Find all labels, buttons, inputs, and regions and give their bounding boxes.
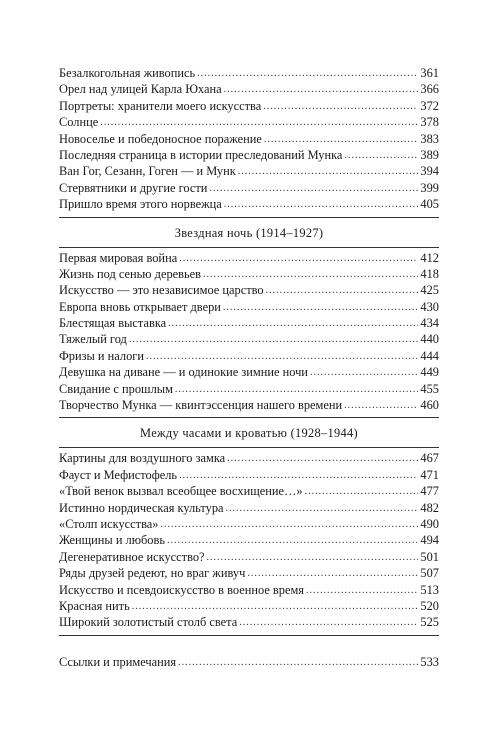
toc-entry [59, 364, 439, 380]
toc-entry-page: 399 [420, 180, 439, 195]
section-rule [59, 417, 439, 418]
toc-entry-page: 418 [420, 266, 439, 281]
toc-entry-title: Жизнь под сенью деревьев [59, 266, 202, 281]
toc-entry-page: 389 [420, 147, 439, 162]
section-heading: Между часами и кроватью (1928–1944) [140, 426, 358, 441]
toc-entry-page: 444 [420, 348, 439, 363]
toc-entry-page: 394 [420, 164, 439, 179]
toc-entry [59, 450, 439, 466]
leader-dots [227, 451, 418, 467]
toc-entry-page: 507 [420, 566, 439, 581]
toc-entry-title: Стервятники и другие гости [59, 180, 208, 195]
toc-entry [59, 315, 439, 331]
toc-entry [59, 282, 439, 298]
toc-entry-page: 430 [420, 299, 439, 314]
toc-entry [59, 180, 439, 196]
toc-entry-title: Безалкогольная живопись [59, 66, 196, 80]
toc-entry-page: 378 [420, 115, 439, 130]
leader-dots [132, 599, 419, 615]
toc-entry-title: Девушка на диване — и одинокие зимние ночи [59, 365, 308, 380]
toc-entry [59, 565, 439, 581]
toc-entry-page: 520 [420, 598, 439, 613]
leader-dots [203, 267, 418, 283]
toc-entry [59, 114, 439, 130]
toc-entry [59, 582, 439, 598]
toc-entry [59, 299, 439, 315]
leader-dots [238, 164, 419, 180]
section-rule [59, 217, 439, 218]
toc-entry-page: 455 [420, 381, 439, 396]
toc-entry-notes [59, 654, 439, 670]
toc-entry-title: Искусство — это независимое царство [59, 283, 264, 298]
toc-entry [59, 331, 439, 347]
toc-entry-title: Картины для воздушного замка [59, 451, 226, 466]
toc-entry [59, 500, 439, 516]
toc-entry [59, 614, 439, 630]
toc-entry-title: Блестящая выставка [59, 316, 167, 331]
toc-entry-title: Орел над улицей Карла Юхана [59, 82, 222, 97]
toc-entry-page: 460 [420, 398, 439, 413]
toc-entry [59, 65, 439, 81]
leader-dots [310, 365, 418, 381]
leader-dots [146, 349, 418, 365]
toc-entry-page: 501 [420, 549, 439, 564]
leader-dots [178, 655, 418, 671]
toc-entry-title: Женщины и любовь [59, 533, 165, 548]
toc-entry-title: Последняя страница в истории преследований Мунка [59, 147, 343, 162]
leader-dots [207, 550, 419, 566]
leader-dots [263, 99, 418, 115]
toc-entry [59, 348, 439, 364]
toc-entry-page: 467 [420, 451, 439, 466]
leader-dots [344, 148, 418, 164]
leader-dots [197, 66, 418, 82]
section-rule [59, 247, 439, 248]
toc-entry [59, 532, 439, 548]
toc-entry [59, 483, 439, 499]
toc-entry-title: Истинно нордическая культура [59, 500, 224, 515]
toc-entry-title: Ван Гог, Сезанн, Гоген — и Мунк [59, 164, 236, 179]
toc-entry [59, 266, 439, 282]
toc-entry-title: Фризы и налоги [59, 348, 144, 363]
toc-entry-title: Портреты: хранители моего искусства [59, 98, 262, 113]
toc-entry [59, 163, 439, 179]
leader-dots [306, 583, 418, 599]
toc-section-3 [59, 450, 439, 630]
toc-entry [59, 131, 439, 147]
toc-entry-title: «Столп искусства» [59, 516, 159, 531]
leader-dots [179, 251, 418, 267]
toc-entry-title: «Твой венок вызвал всеобщее восхищение…» [59, 484, 303, 499]
toc-entry-title: Фауст и Мефистофель [59, 467, 178, 482]
toc-entry-title: Свидание с прошлым [59, 381, 173, 396]
leader-dots [239, 615, 418, 631]
toc-entry-page: 471 [420, 467, 439, 482]
toc-entry-title: Красная нить [59, 598, 130, 613]
toc-entry-page: 513 [420, 582, 439, 597]
toc-entry-title: Тяжелый год [59, 332, 127, 347]
toc-entry-page: 482 [420, 500, 439, 515]
leader-dots [344, 398, 418, 414]
toc-group-1 [59, 65, 439, 213]
toc-entry [59, 147, 439, 163]
section-rule [59, 447, 439, 448]
toc-entry-page: 434 [420, 316, 439, 331]
toc-entry-title: Широкий золотистый столб света [59, 615, 238, 630]
toc-entry-page: 533 [420, 654, 439, 669]
toc-entry [59, 397, 439, 413]
toc-entry-title: Ряды друзей редеют, но враг живуч [59, 566, 246, 581]
leader-dots [167, 533, 418, 549]
toc-entry-title: Пришло время этого норвежца [59, 197, 222, 212]
toc-entry-page: 477 [420, 484, 439, 499]
toc-entry-title: Европа вновь открывает двери [59, 299, 221, 314]
toc-entry-title: Дегенеративное искусство? [59, 549, 205, 564]
leader-dots [224, 82, 419, 98]
toc-entry-title: Искусство и псевдоискусство в военное время [59, 582, 305, 597]
toc-entry-title: Первая мировая война [59, 250, 178, 265]
toc-entry [59, 81, 439, 97]
toc-entry-page: 405 [420, 197, 439, 212]
toc-entry-page: 494 [420, 533, 439, 548]
leader-dots [175, 382, 418, 398]
section-heading: Звездная ночь (1914–1927) [174, 225, 324, 240]
toc-section-2 [59, 250, 439, 414]
table-of-contents [59, 65, 439, 670]
leader-dots [223, 300, 418, 316]
leader-dots [226, 501, 419, 517]
toc-entry-page: 490 [420, 516, 439, 531]
leader-dots [129, 332, 419, 348]
spacer [59, 636, 439, 654]
toc-entry-page: 440 [420, 332, 439, 347]
toc-entry [59, 381, 439, 397]
leader-dots [247, 566, 418, 582]
leader-dots [266, 283, 419, 299]
toc-entry-page: 361 [420, 66, 439, 80]
toc-entry [59, 196, 439, 212]
toc-entry-page: 383 [420, 131, 439, 146]
leader-dots [100, 115, 418, 131]
toc-entry [59, 598, 439, 614]
toc-entry [59, 516, 439, 532]
toc-entry-title: Творчество Мунка — квинтэссенция нашего времени [59, 398, 343, 413]
toc-entry-page: 372 [420, 98, 439, 113]
toc-entry [59, 98, 439, 114]
leader-dots [179, 468, 418, 484]
toc-entry [59, 250, 439, 266]
leader-dots [160, 517, 418, 533]
toc-entry-page: 366 [420, 82, 439, 97]
leader-dots [168, 316, 418, 332]
toc-entry-title: Солнце [59, 115, 99, 130]
toc-entry-page: 525 [420, 615, 439, 630]
toc-entry-title: Ссылки и примечания [59, 654, 177, 669]
leader-dots [209, 181, 418, 197]
toc-entry-page: 449 [420, 365, 439, 380]
leader-dots [305, 484, 419, 500]
toc-entry-page: 412 [420, 250, 439, 265]
toc-entry [59, 467, 439, 483]
toc-entry-title: Новоселье и победоносное поражение [59, 131, 262, 146]
toc-entry-page: 425 [420, 283, 439, 298]
leader-dots [264, 132, 418, 148]
toc-entry [59, 549, 439, 565]
leader-dots [224, 197, 419, 213]
